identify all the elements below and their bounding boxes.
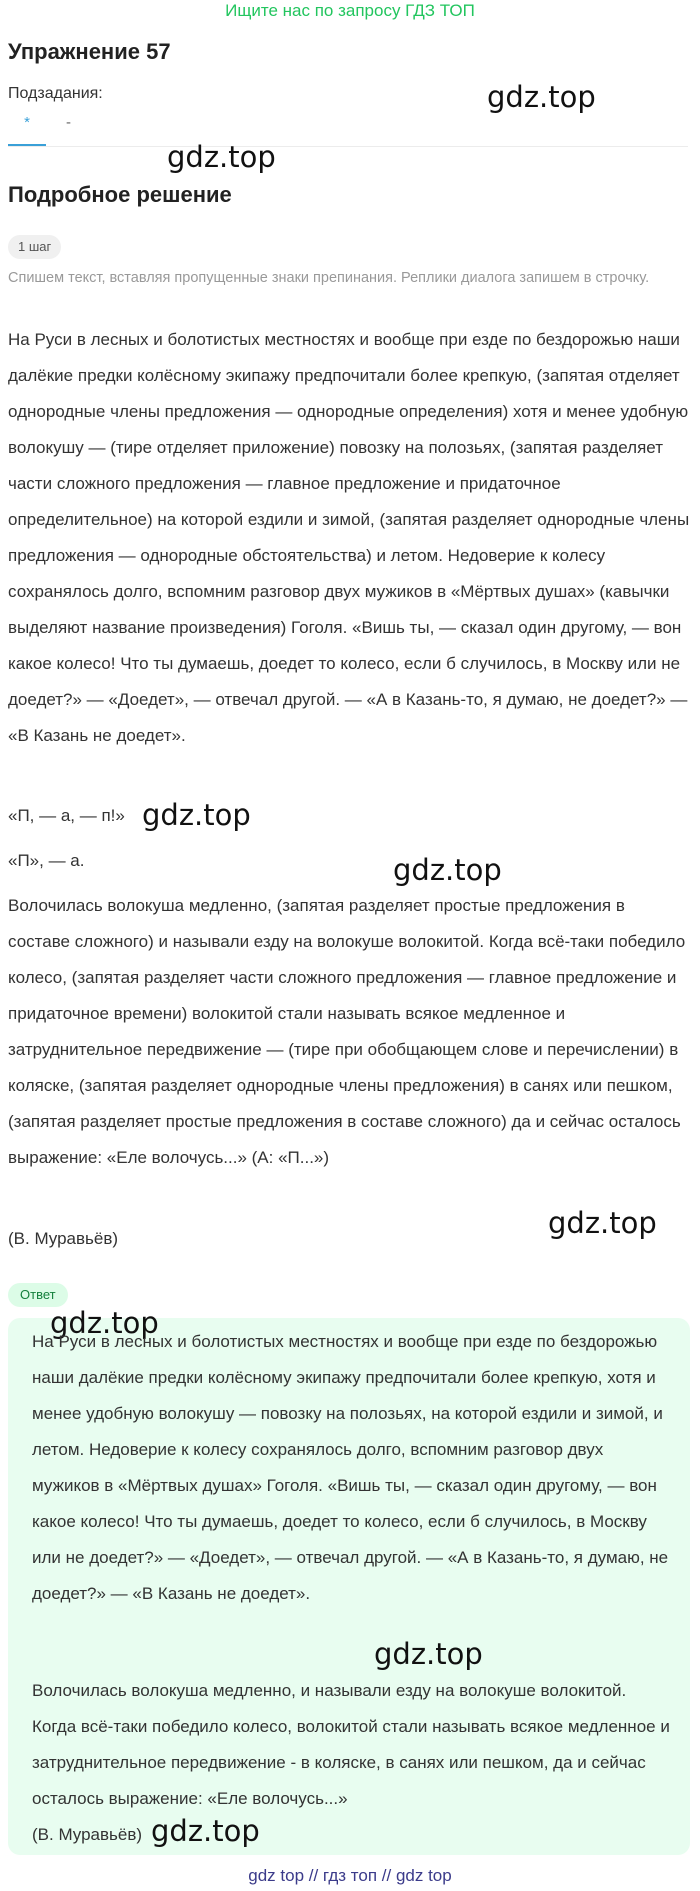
tabs-divider	[8, 146, 688, 147]
answer-badge: Ответ	[8, 1283, 68, 1307]
solution-paragraph-1: На Руси в лесных и болотистых местностях и вообще при езде по бездорожью наши далёкие предки колёсному экипажу предпочитали более крепкую, (запятая отделяет однородные члены предложения — однородные определения) хотя и менее удобную волокушу — (тире отделяет приложение) повозку на полозьях, (запятая разделяет части сложного предложения — главное предложение и придаточное определительное) на которой ездили и зимой, (запятая разделяет однородные члены предложения — однородные обстоятельства) и летом. Недоверие к колесу сохранялось долго, вспомним разговор двух мужиков в «Мёртвых душах» (кавычки выделяют название произведения) Гоголя. «Вишь ты, — сказал один другому, — вон какое колесо! Что ты думаешь, доедет то колесо, если б случилось, в Москву или не доедет?» — «Доедет», — отвечал другой. — «А в Казань-то, я думаю, не доедет?» — «В Казань не доедет».	[8, 330, 690, 745]
solution-scheme-2: «П», — а.	[8, 851, 85, 870]
page-title: Упражнение 57	[8, 39, 171, 64]
watermark: gdz.top	[548, 1206, 657, 1240]
step-badge: 1 шаг	[8, 235, 61, 259]
watermark: gdz.top	[167, 140, 276, 174]
top-banner[interactable]: Ищите нас по запросу ГДЗ ТОП	[225, 1, 475, 20]
subtask-tab-2[interactable]: -	[66, 114, 71, 131]
watermark: gdz.top	[393, 853, 502, 887]
subtask-tab-1[interactable]: *	[24, 114, 30, 131]
watermark: gdz.top	[487, 80, 596, 114]
step-hint: Спишем текст, вставляя пропущенные знаки препинания. Реплики диалога запишем в строчку.	[8, 270, 650, 286]
watermark: gdz.top	[142, 798, 251, 832]
footer-links[interactable]: gdz top // гдз топ // gdz top	[248, 1866, 452, 1885]
solution-scheme-1: «П, — а, — п!»	[8, 806, 125, 825]
watermark: gdz.top	[374, 1637, 483, 1671]
watermark: gdz.top	[151, 1814, 260, 1848]
solution-author: (В. Муравьёв)	[8, 1229, 119, 1248]
answer-author: (В. Муравьёв)	[32, 1825, 143, 1844]
solution-paragraph-2: Волочилась волокуша медленно, (запятая разделяет простые предложения в составе сложного) и называли езду на волокуше волокитой. Когда всё-таки победило колесо, (запятая разделяет части сложного предложения — главное предложение и придаточное времени) волокитой стали называть всякое медленное и затруднительное передвижение — (тире при обобщающем слове и перечислении) в коляске, (запятая разделяет однородные члены предложения) в санях или пешком, (запятая разделяет простые предложения в составе сложного) да и сейчас осталось выражение: «Еле волочусь...» (А: «П...»)	[8, 896, 686, 1167]
answer-paragraph-2: Волочилась волокуша медленно, и называли езду на волокуше волокитой. Когда всё-таки победило колесо, волокитой стали называть всякое медленное и затруднительное передвижение - в коляске, в санях или пешком, да и сейчас осталось выражение: «Еле волочусь...»	[32, 1681, 670, 1808]
answer-paragraph-1: На Руси в лесных и болотистых местностях и вообще при езде по бездорожью наши далёкие предки колёсному экипажу предпочитали более крепкую, хотя и менее удобную волокушу — повозку на полозьях, на которой ездили и зимой, и летом. Недоверие к колесу сохранялось долго, вспомним разговор двух мужиков в «Мёртвых душах» Гоголя. «Вишь ты, — сказал один другому, — вон какое колесо! Что ты думаешь, доедет то колесо, если б случилось, в Москву или не доедет?» — «Доедет», — отвечал другой. — «А в Казань-то, я думаю, не доедет?» — «В Казань не доедет».	[32, 1332, 669, 1603]
subtasks-label: Подзадания:	[8, 85, 103, 102]
solution-title: Подробное решение	[8, 182, 232, 207]
watermark: gdz.top	[50, 1306, 159, 1340]
